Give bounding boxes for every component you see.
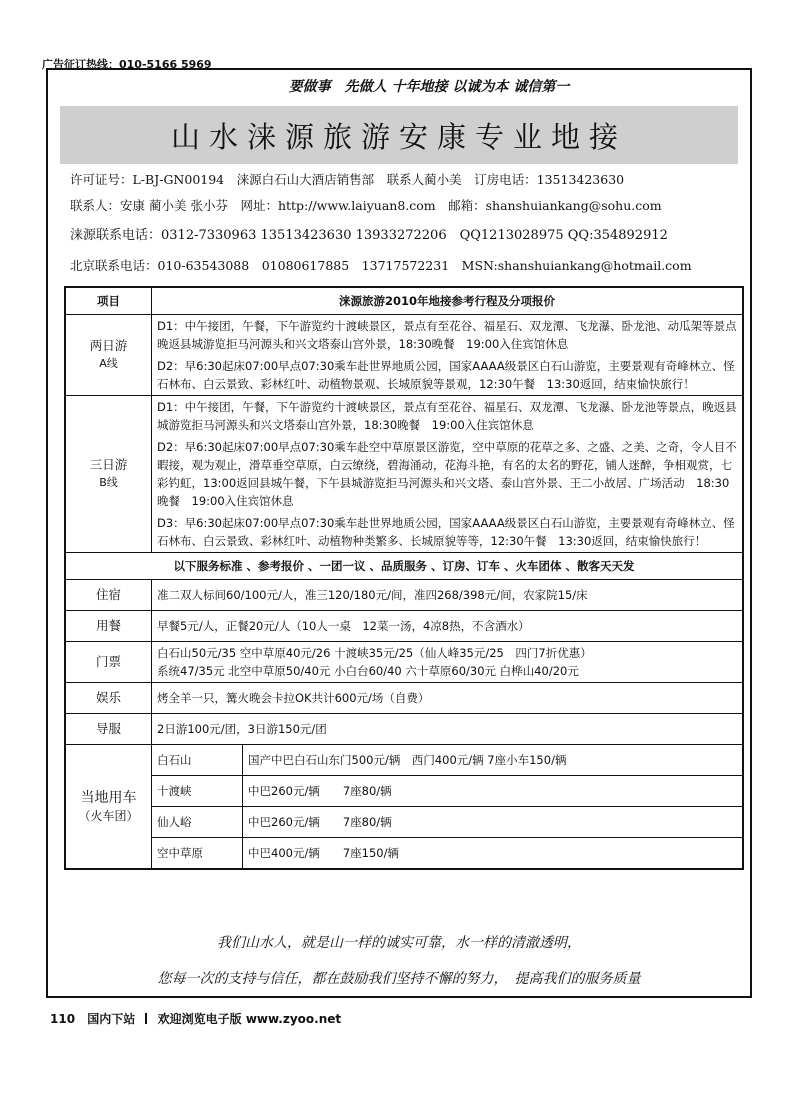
header-title: 涞源旅游2010年地接参考行程及分项报价 [152, 287, 744, 315]
route-b-day-2: D2：早6:30起床07:00早点07:30乘车赴空中草原景区游览，空中草原的花草之多、之盛、之美、之奇，令人目不暇接，观为观止，滑草垂空草原，白云缭绕，碧海涌动，花海斗艳，有名的太名的野花，铺人迷醉，争相观赏，七彩钓虹，13:00返回县城午餐，下午县城游览拒马河源头和兴文塔、泰山宫外景、王二小故居、广场活动 18:30晚餐 19:00入住宾馆休息 [157, 440, 737, 508]
car-price: 国产中巴白石山东门500元/辆 西门400元/辆 7座小车150/辆 [243, 745, 744, 776]
footer-tagline[interactable]: 欢迎浏览电子版 www.zyoo.net [157, 1012, 342, 1026]
car-price: 中巴260元/辆 7座80/辆 [243, 776, 744, 807]
detail-text: 准二双人标间60/100元/人，准三120/180元/间，准四268/398元/间，农家院15/床 [152, 580, 744, 611]
detail-text: 白石山50元/35 空中草原40元/26 十渡峡35元/25（仙人峰35元/25 四门7折优惠） 系统47/35元 北空中草原50/40元 小白台60/40 六十草原60/30元 白桦山40/20元 [152, 642, 744, 683]
route-a-days [152, 315, 744, 396]
car-place: 空中草原 [152, 838, 243, 870]
route-b-label [65, 396, 152, 553]
detail-label: 娱乐 [65, 683, 152, 714]
route-a-day-2: D2：早6:30起床07:00早点07:30乘车赴世界地质公园，国家AAAA级景区白石山游览，主要景观有奇峰林立、怪石林布、白云景致、彩林红叶、动植物景观、长城原貌等景观，12:30午餐 13:30返回，结束愉快旅行！ [157, 359, 735, 391]
closing-line-1: 我们山水人，就是山一样的诚实可靠，水一样的清澈透明， [217, 935, 581, 951]
page-footer [50, 1010, 341, 1027]
car-label-sub: （火车团） [78, 808, 139, 823]
footer-divider [145, 1013, 147, 1024]
detail-label: 住宿 [65, 580, 152, 611]
car-place: 十渡峡 [152, 776, 243, 807]
car-label-main: 当地用车 [80, 789, 137, 806]
header-item: 项目 [65, 287, 152, 315]
detail-text: 2日游100元/团，3日游150元/团 [152, 714, 744, 745]
route-a-label [65, 315, 152, 396]
detail-text: 早餐5元/人，正餐20元/人（10人一桌 12菜一汤，4凉8热，不含酒水） [152, 611, 744, 642]
ad-frame [46, 68, 752, 998]
footer-label: 国内下站 [87, 1012, 136, 1026]
itinerary-table [64, 286, 744, 870]
ad-hotline: 广告征订热线：010-5166 5969 [42, 58, 212, 71]
info-license: 许可证号：L-BJ-GN00194 涞源白石山大酒店销售部 联系人蔺小美 订房电话：13513423630 [70, 172, 625, 187]
route-b-day-1: D1：中午接团，午餐，下午游览约十渡峡景区，景点有至花谷、福星石、双龙潭、飞龙瀑、卧龙池等景点，晚返县城游览拒马河源头和兴文塔泰山宫外景，18:30晚餐 19:00入住宾馆休息 [157, 400, 737, 432]
car-price: 中巴260元/辆 7座80/辆 [243, 807, 744, 838]
page-number: 110 [50, 1012, 76, 1026]
info-contact: 联系人：安康 蔺小美 张小芬 网址：http://www.laiyuan8.com 邮箱：shanshuiankang@sohu.com [70, 198, 662, 213]
info-laiyuan-phone: 涞源联系电话：0312-7330963 13513423630 13933272206 QQ1213028975 QQ:354892912 [70, 228, 668, 243]
route-b-day-3: D3：早6:30起床07:00早点07:30乘车赴世界地质公园，国家AAAA级景区白石山游览，主要景观有奇峰林立、怪石林布、白云景致、彩林红叶、动植物种类繁多、长城原貌等等，12:30午餐 13:30返回，结束愉快旅行！ [157, 516, 735, 548]
services-line: 以下服务标准 、参考报价 、一团一议 、品质服务 、订房、订车 、火车团体 、散客天天发 [65, 553, 743, 580]
detail-label: 导服 [65, 714, 152, 745]
route-b-name: 三日游 [89, 457, 128, 472]
car-place: 仙人峪 [152, 807, 243, 838]
route-b-sub: B线 [99, 476, 118, 489]
closing-line-2: 您每一次的支持与信任，都在鼓励我们坚持不懈的努力， 提高我们的服务质量 [157, 971, 641, 987]
route-a-day-1: D1：中午接团，午餐，下午游览约十渡峡景区，景点有至花谷、福星石、双龙潭、飞龙瀑、卧龙池、动瓜架等景点晚返县城游览拒马河源头和兴文塔泰山宫外景，18:30晚餐 19:00入住宾馆休息 [157, 319, 737, 351]
detail-label: 门票 [65, 642, 152, 683]
route-a-sub: A线 [99, 357, 118, 370]
slogan: 要做事 先做人 十年地接 以诚为本 诚信第一 [288, 79, 570, 95]
detail-label: 用餐 [65, 611, 152, 642]
car-price: 中巴400元/辆 7座150/辆 [243, 838, 744, 870]
ad-title: 山水涞源旅游安康专业地接 [170, 119, 627, 154]
info-beijing-phone: 北京联系电话：010-63543088 01080617885 13717572231 MSN:shanshuiankang@hotmail.com [70, 258, 692, 273]
title-band [60, 106, 738, 164]
route-b-days [152, 396, 744, 553]
route-a-name: 两日游 [89, 338, 128, 353]
detail-text: 烤全羊一只，篝火晚会卡拉OK共计600元/场（自费） [152, 683, 744, 714]
car-label [65, 745, 152, 870]
car-place: 白石山 [152, 745, 243, 776]
